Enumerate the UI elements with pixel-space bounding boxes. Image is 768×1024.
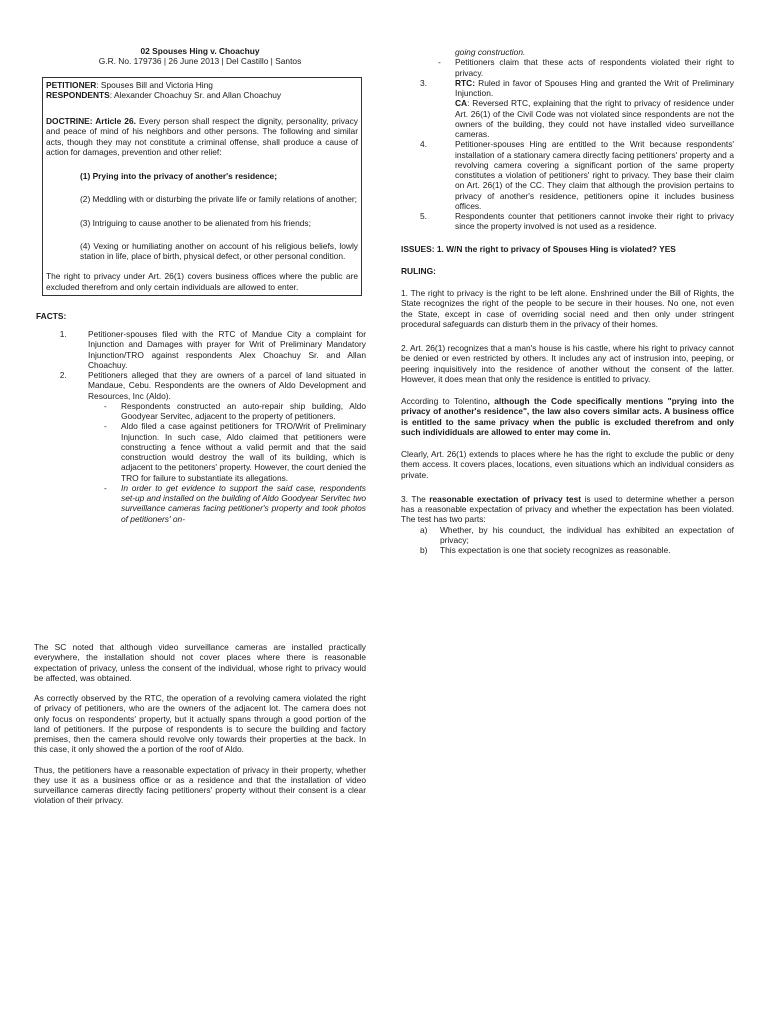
fact-item-4: Petitioner-spouses Hing are entitled to the Writ because respondents' installation of a stationary camera directly facing petitioners' property and a revolving camera covering a significant portion of the same property constitutes a violation of petitioners' right to privacy. They base their claim on Art. 26(1) of the CC. They claim that although the provision pertains to privacy of another's residence, petitioners opine it includes business offices.: [455, 139, 734, 211]
petitioners-claim: - Petitioners claim that these acts of respondents violated their right to privacy.: [455, 57, 734, 78]
article-item-3: (3) Intriguing to cause another to be alienated from his friends;: [80, 217, 311, 228]
doctrine-label: DOCTRINE: Article 26.: [46, 116, 136, 126]
fact-2-sublist: [88, 401, 366, 524]
article-item-4: (4) Vexing or humiliating another on account of his religious beliefs, lowly station in life, place of birth, physical defect, or other personal condition.: [80, 240, 358, 261]
case-citation: G.R. No. 179736 | 26 June 2013 | Del Castillo | Santos: [98, 56, 302, 67]
conclusion-paragraph: Thus, the petitioners have a reasonable expectation of privacy in their property, whether they use it as a business office or as a residence and that the installation of video surveillance cameras directly facing petitioners' property without their consent is a clear violation of their privacy.: [34, 764, 366, 806]
facts-heading: FACTS:: [36, 310, 67, 321]
facts-list: [34, 329, 366, 524]
fact-item-3: RTC: Ruled in favor of Spouses Hing and granted the Writ of Preliminary Injunction. CA: Reversed RTC, explaining that the right to privacy of residence under Art. 26(1) of the Civil Code was not violated since respondents are not the owners of the building, they could not have installed video surveillance cameras.: [455, 77, 734, 139]
fact-item-1: 1. Petitioner-spouses filed with the RTC of Mandue City a complaint for Injunction and Damages with prayer for Writ of Preliminary Mandatory Injunction/TRO against respondents Alex Choachuy Sr. and Allan Choachuy.: [69, 329, 366, 370]
ruling-paragraph-2: 2. Art. 26(1) recognizes that a man's house is his castle, where his right to privacy cannot be denied or even restricted by others. It includes any act of instrusion into, peeping, or peering inquisitively into the residence of another without the consent of the latter. However, it does mean that only the residence is entitled to privacy.: [401, 343, 734, 384]
ruling-paragraph-3: 3. The reasonable exectation of privacy test is used to determine whether a person has a reasonable expectation of privacy and whether the expectation has been violated. The test has two parts:: [401, 493, 734, 525]
fact-item-5: Respondents counter that petitioners cannot invoke their right to privacy since the property involved is not used as a residence.: [455, 211, 734, 232]
fact-2-sub-1: - Respondents constructed an auto-repair ship building, Aldo Goodyear Servitec, adjacent to the property of petitioners.: [121, 401, 366, 422]
facts-list-continued: [401, 78, 734, 232]
test-part-a: a) Whether, by his counduct, the individual has exhibited an expectation of privacy;: [420, 524, 734, 545]
facts-continuation-dash: [401, 57, 734, 78]
petitioner-value: : Spouses Bill and Victoria Hing: [96, 79, 213, 90]
doctrine-box: [42, 77, 362, 296]
left-column-bottom: [34, 642, 366, 806]
case-title: 02 Spouses Hing v. Choachuy: [140, 46, 260, 56]
test-part-b: b) This expectation is one that society recognizes as reasonable.: [420, 545, 671, 555]
test-parts-list: [401, 525, 734, 556]
petitioner-label: PETITIONER: [46, 79, 97, 90]
fact-2-sub-3: - In order to get evidence to support the said case, respondents set-up and installed on the building of Aldo Goodyear Servitec two surveillance cameras facing petitioner's property and took photos of petitioners' on-: [121, 483, 366, 524]
sc-noted-paragraph: The SC noted that although video surveillance cameras are installed practically everywhere, the installation should not cover places where there is reasonable expectation of privacy, unless the consent of the individual, whose right to privacy would be affected, was obtained.: [34, 642, 366, 683]
respondents-value: : Alexander Choachuy Sr. and Allan Choachuy: [109, 89, 282, 100]
doctrine-closing: The right to privacy under Art. 26(1) covers business offices where the public are excluded therefrom and only certain individuals are allowed to enter.: [46, 271, 358, 292]
issues-heading: ISSUES: 1. W/N the right to privacy of Spouses Hing is violated? YES: [401, 243, 676, 254]
petitioner-line: [46, 80, 358, 90]
doctrine-text: DOCTRINE: Article 26. Every person shall respect the dignity, personality, privacy and peace of mind of his neighbors and other persons. The following and similar acts, though they may not constitute a criminal offense, shall produce a cause of action for damages, prevention and other relief:: [46, 116, 358, 157]
fact-2-sub-2: - Aldo filed a case against petitioners for TRO/Writ of Preliminary Injunction. In such case, Aldo claimed that petitioners were constructing a fence without a valid permit and that the said construction would destroy the wall of its building, which is adjacent to the petitoners' property. However, the court denied the TRO for failure to substantiate its allegations.: [121, 421, 366, 483]
respondents-line: [46, 90, 358, 100]
left-column: [34, 46, 366, 524]
right-column: [401, 47, 734, 555]
ca-label: CA: [455, 98, 468, 109]
clearly-paragraph: Clearly, Art. 26(1) extends to places where he has the right to exclude the public or deny them access. It covers places, locations, even situations which an individual considers as private.: [401, 449, 734, 480]
fact-item-2: 2. Petitioners alleged that they are owners of a parcel of land situated in Mandaue, Cebu. Respondents are the owners of Aldo Development and Resources, Inc (Aldo). - Respondents constructed an auto-repair ship building, Aldo Goodyear Servitec, adjacent to the property of petitioners. - Aldo filed a case against petitioners for TRO/Writ of Preliminary Injunction. In such case, Aldo claimed that petitioners were constructing a fence without a valid permit and that the said construction would destroy the wall of its building, which is adjacent to the petitoners' property. However, the court denied the TRO for failure to substantiate its allegations. - In order to get evidence to support the said case, respondents set-up and installed on the building of Aldo Goodyear Servitec two surveillance cameras facing petitioner's property and took photos of petitioners' on-: [69, 370, 366, 524]
facts-continuation: [401, 47, 734, 57]
tolentino-paragraph: According to Tolentino, although the Code specifically mentions "prying into the privacy of another's residence", the law also covers similar acts. A business office is entitled to the same privacy when the public is excluded therefrom and only such individiduals are allowed to enter may come in.: [401, 396, 734, 437]
article-item-2: (2) Meddling with or disturbing the private life or family relations of another;: [80, 194, 357, 205]
article-item-1: (1) Prying into the privacy of another's residence;: [80, 171, 277, 181]
rtc-label: RTC:: [455, 77, 476, 88]
respondents-label: RESPONDENTS: [46, 89, 110, 100]
ruling-heading: RULING:: [401, 265, 436, 276]
rtc-observed-paragraph: As correctly observed by the RTC, the operation of a revolving camera violated the right of privacy of petitioners, who are the owners of the adjacent lot. The camera does not only focus on respondents' property, but it actually spans through a good portion of the land of petitioners. If the purpose of respondents is to secure the building and factory premises, then the camera should revolve only towards their properties at the back. In this case, it only showed the a portion of the roof of Aldo.: [34, 693, 366, 755]
continued-italic-text: going construction.: [455, 47, 526, 57]
ruling-paragraph-1: 1. The right to privacy is the right to be left alone. Enshrined under the Bill of Rights, the State recognizes the right of the people to be secure in their houses. No one, not even the State, except in case of overriding social need and then only under stringent procedural safeguards can disturb them in the privacy of their homes.: [401, 288, 734, 329]
